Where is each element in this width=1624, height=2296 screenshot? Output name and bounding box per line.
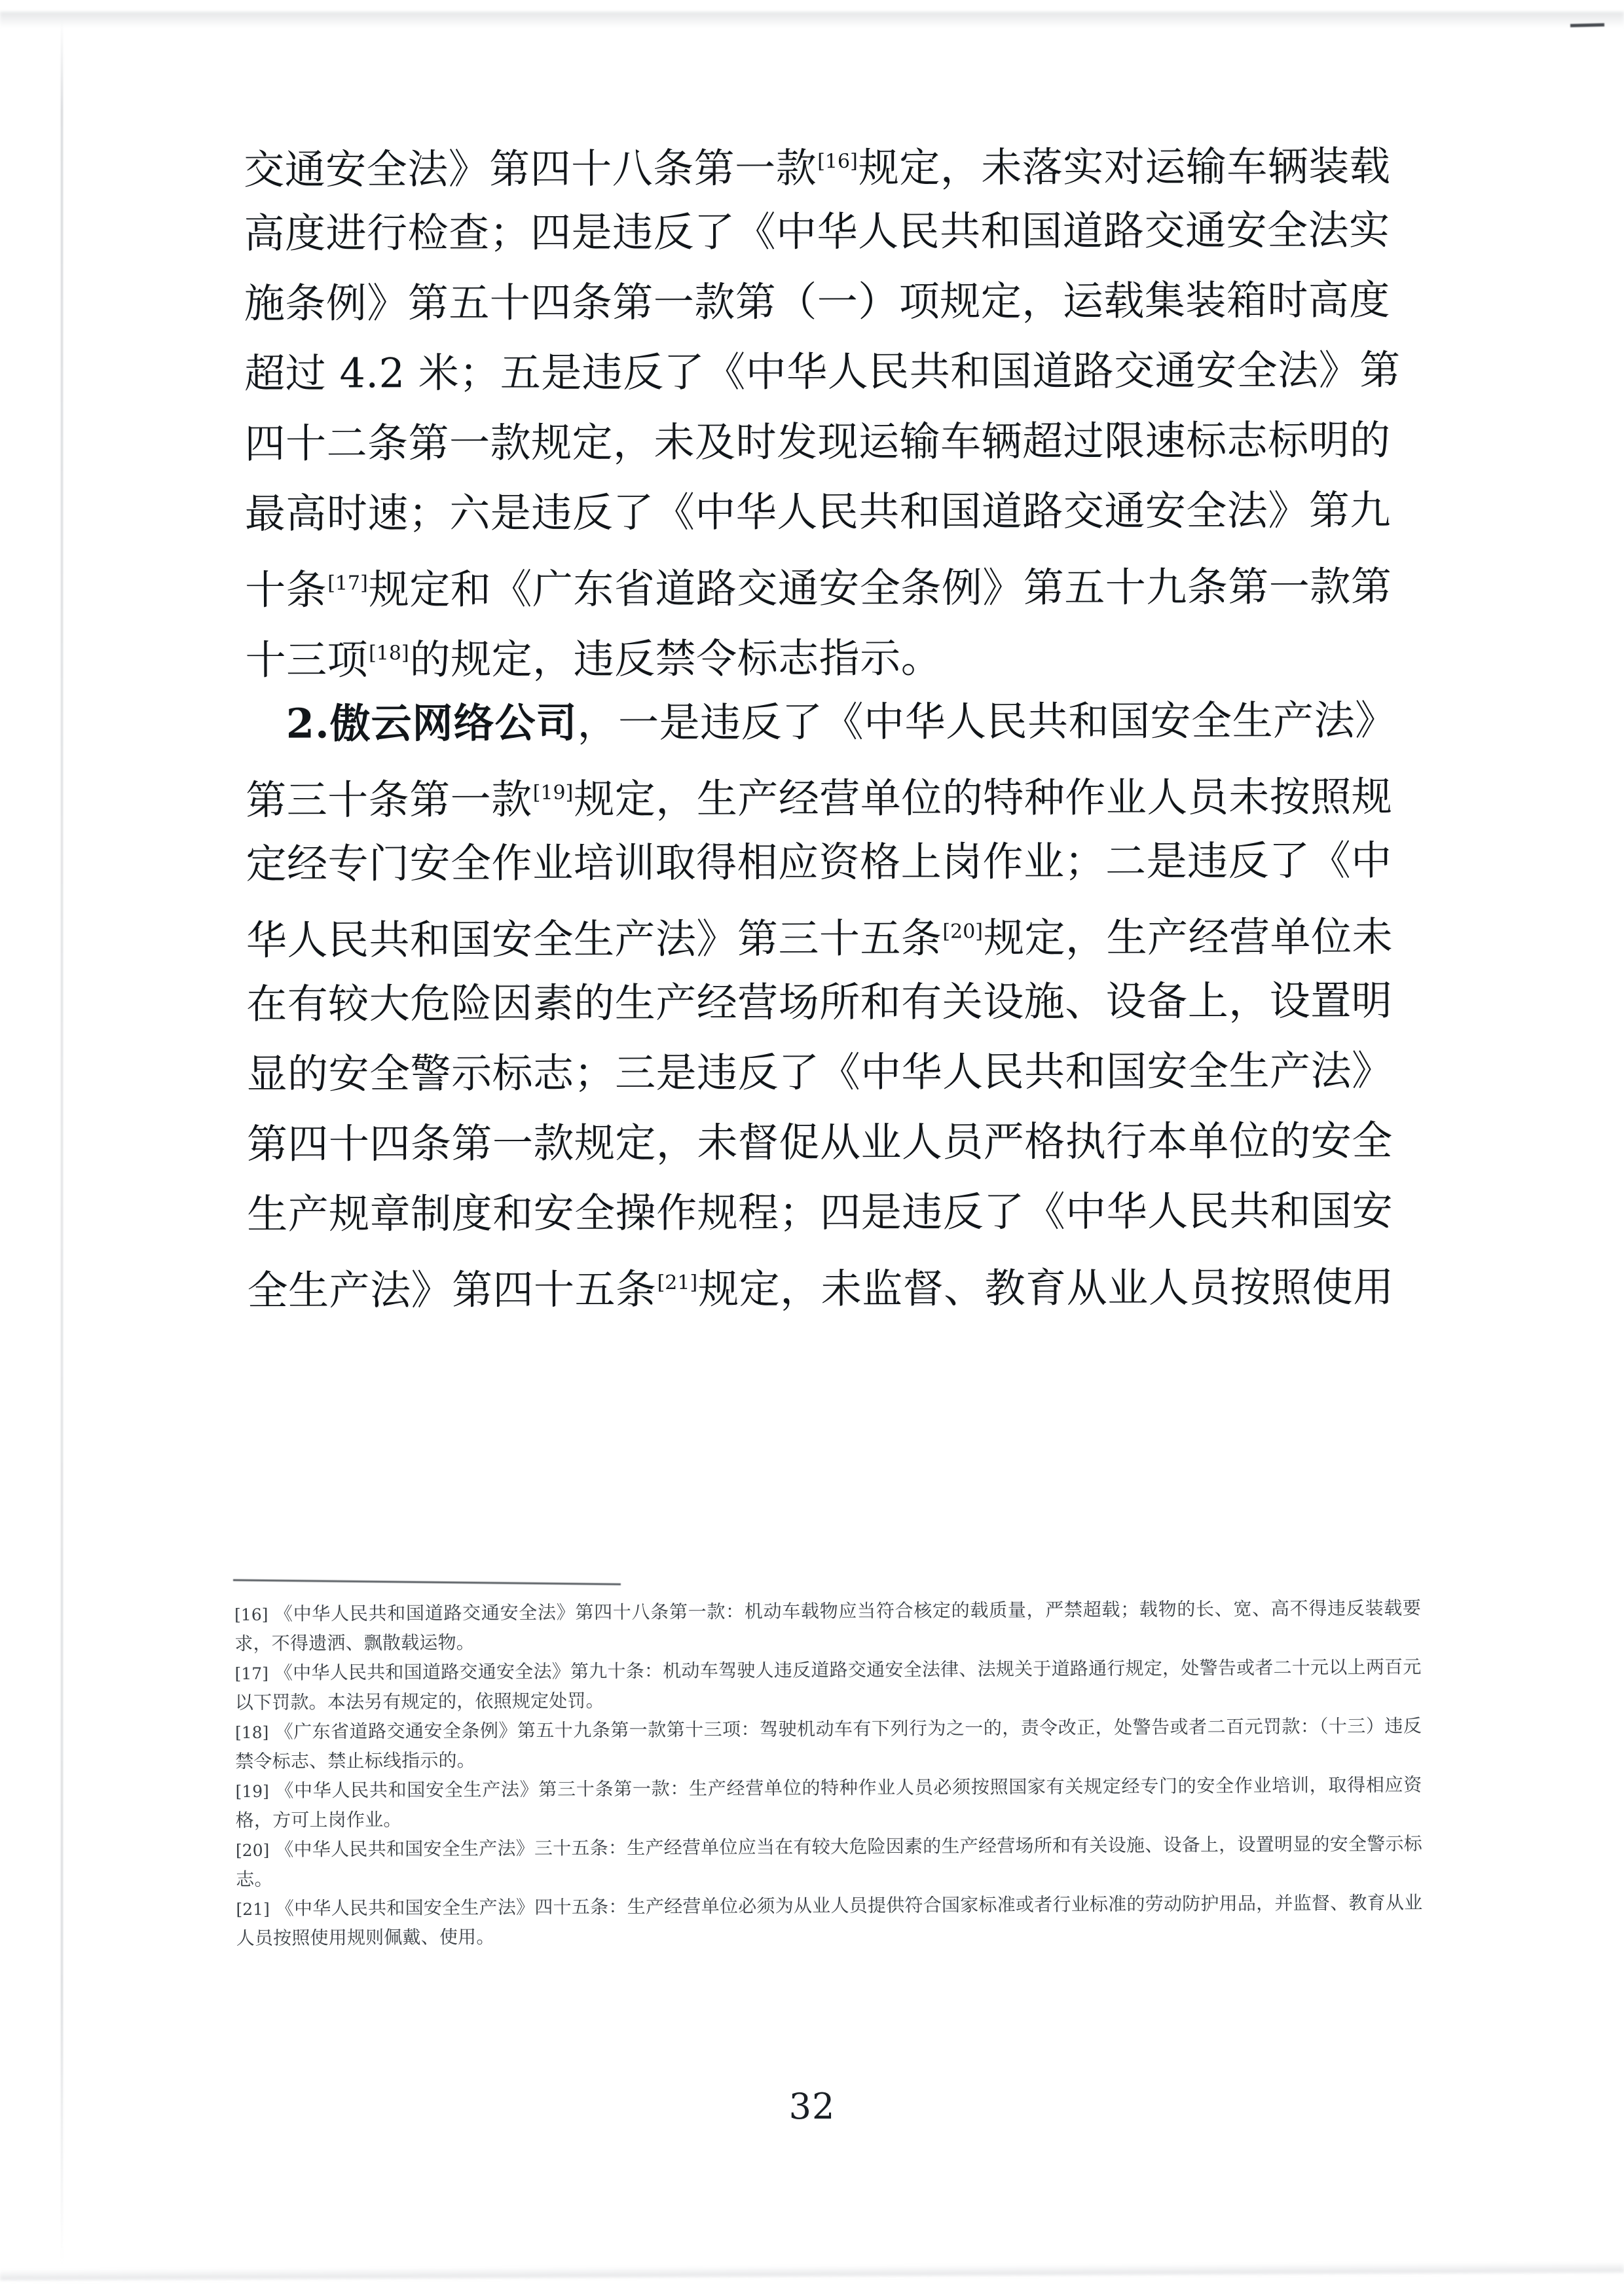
footnote-reference: [16] — [817, 150, 858, 173]
footnote-marker: [16] — [234, 1605, 268, 1624]
footnote-item — [236, 1889, 1422, 1953]
body-line — [247, 1105, 1426, 1179]
body-line — [244, 335, 1423, 409]
footnote-item — [235, 1712, 1422, 1776]
scan-edge-bottom — [0, 2262, 1624, 2280]
body-line — [246, 825, 1424, 899]
footnote-reference: [20] — [942, 920, 984, 943]
footnote-block — [234, 1594, 1423, 1954]
footnote-text: 《中华人民共和国道路交通安全法》第九十条：机动车驾驶人违反道路交通安全法律、法规关于道路通行规定，处警告或者二十元以上两百元以下罚款。本法另有规定的，依照规定处罚。 — [234, 1656, 1422, 1713]
body-line — [245, 545, 1424, 619]
body-text-run: 的规定，违反禁令标志指示。 — [409, 634, 942, 683]
body-text-run: 四十二条第一款规定，未及时发现运输车辆超过限速标志标明的 — [244, 416, 1391, 467]
footnote-marker: [21] — [236, 1899, 270, 1919]
footnote-reference: [19] — [532, 781, 574, 805]
body-line — [245, 475, 1424, 549]
body-line — [247, 1175, 1426, 1249]
body-line — [246, 965, 1425, 1039]
footnote-separator-rule — [233, 1579, 621, 1585]
footnote-item — [235, 1771, 1422, 1835]
footnote-reference: [18] — [368, 642, 409, 665]
body-text-run: 十条 — [245, 566, 327, 614]
footnote-marker: [19] — [235, 1781, 269, 1801]
body-line — [244, 264, 1423, 338]
footnote-marker: [18] — [234, 1722, 269, 1742]
scan-edge-top — [0, 12, 1624, 27]
body-text-run: 第四十四条第一款规定，未督促从业人员严格执行本单位的安全 — [246, 1116, 1393, 1168]
body-text-run: 超过 — [244, 349, 340, 397]
body-text-run: 规定，生产经营单位未 — [983, 913, 1393, 962]
footnote-text: 《中华人民共和国安全生产法》四十五条：生产经营单位必须为从业人员提供符合国家标准或者行业标准的劳动防护用品，并监督、教育从业人员按照使用规则佩戴、使用。 — [236, 1891, 1423, 1949]
body-text-run: 最高时速；六是违反了《中华人民共和国道路交通安全法》第九 — [244, 486, 1391, 538]
footnote-text: 《中华人民共和国道路交通安全法》第四十八条第一款：机动车载物应当符合核定的载质量，严禁超载；载物的长、宽、高不得违反装载要求，不得遗洒、飘散载运物。 — [234, 1597, 1422, 1654]
body-line — [244, 194, 1422, 268]
body-text-run: 第三十条第一款 — [246, 775, 532, 824]
body-text-run: 华人民共和国安全生产法》第三十五条 — [246, 914, 942, 964]
body-text-run: 4.2 — [339, 349, 405, 397]
body-text-run: ，一是违反了《中华人民共和国安全生产法》 — [577, 696, 1396, 747]
body-line — [244, 405, 1423, 479]
footnote-reference: [21] — [657, 1271, 698, 1295]
footnote-marker: [17] — [234, 1664, 268, 1683]
footnote-text: 《中华人民共和国安全生产法》第三十条第一款：生产经营单位的特种作业人员必须按照国家有关规定经专门的安全作业培训，取得相应资格，方可上岗作业。 — [235, 1774, 1422, 1831]
body-line — [246, 685, 1424, 759]
body-text-run: 规定，未监督、教育从业人员按照使用 — [698, 1263, 1394, 1313]
body-line — [246, 895, 1425, 969]
body-text-run: 在有较大危险因素的生产经营场所和有关设施、设备上，设置明 — [246, 976, 1393, 1028]
body-text-run: 规定，生产经营单位的特种作业人员未按照规 — [574, 773, 1393, 824]
footnote-item — [234, 1594, 1421, 1658]
body-text-run: 施条例》第五十四条第一款第（一）项规定，运载集装箱时高度 — [244, 276, 1390, 327]
body-text-run: 规定，未落实对运输车辆装载 — [858, 142, 1391, 192]
footnote-text: 《中华人民共和国安全生产法》三十五条：生产经营单位应当在有较大危险因素的生产经营场所和有关设施、设备上，设置明显的安全警示标志。 — [236, 1832, 1423, 1890]
footnote-item — [234, 1653, 1421, 1717]
body-text-run: 米；五是违反了《中华人民共和国道路交通安全法》第 — [405, 346, 1401, 397]
page-number: 32 — [788, 2086, 836, 2127]
body-text-run: 定经专门安全作业培训取得相应资格上岗作业；二是违反了《中 — [246, 836, 1392, 888]
body-text-run: 交通安全法》第四十八条第一款 — [244, 143, 817, 194]
body-text-run: 高度进行检查；四是违反了《中华人民共和国道路交通安全法实 — [244, 206, 1390, 257]
footnote-text: 《广东省道路交通安全条例》第五十九条第一款第十三项：驾驶机动车有下列行为之一的，责令改正，处警告或者二百元罚款：（十三）违反禁令标志、禁止标线指示的。 — [235, 1715, 1422, 1772]
footnote-item — [236, 1830, 1422, 1894]
scan-edge-left — [61, 20, 63, 2265]
body-line — [247, 1245, 1426, 1319]
body-text-run: 全生产法》第四十五条 — [247, 1265, 657, 1315]
body-text-block — [244, 124, 1426, 1319]
body-text-run: 生产规章制度和安全操作规程；四是违反了《中华人民共和国安 — [247, 1186, 1393, 1238]
footnote-reference: [17] — [327, 572, 368, 595]
body-text-run: 2.傲云网络公司 — [286, 699, 578, 748]
body-line — [245, 615, 1424, 689]
body-line — [246, 1035, 1425, 1109]
body-text-run: 规定和《广东省道路交通安全条例》第五十九条第一款第 — [368, 562, 1392, 614]
body-line — [244, 124, 1422, 198]
body-line — [246, 755, 1424, 829]
body-text-run: 显的安全警示标志；三是违反了《中华人民共和国安全生产法》 — [246, 1046, 1393, 1098]
footnote-marker: [20] — [235, 1840, 270, 1860]
body-text-run: 十三项 — [245, 636, 369, 684]
